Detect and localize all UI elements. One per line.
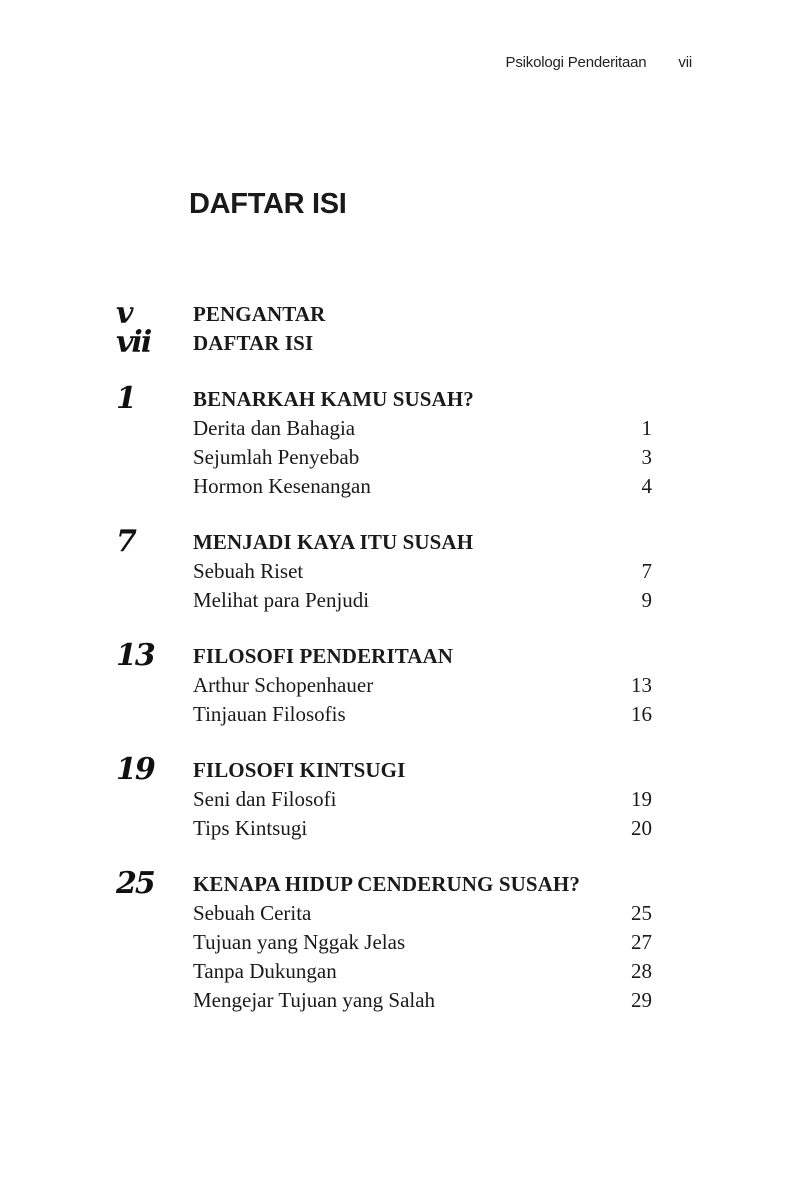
entry-label: Sebuah Riset [193, 559, 304, 583]
toc-entry[interactable] [193, 957, 652, 986]
book-title: Psikologi Penderitaan [505, 54, 647, 71]
toc-entry[interactable] [193, 557, 652, 586]
chapter-number: 7 [116, 524, 135, 559]
entry-page: 3 [641, 445, 652, 469]
entry-page: 19 [631, 787, 652, 811]
entry-label: Seni dan Filosofi [193, 787, 337, 811]
chapter-number: 1 [116, 381, 135, 416]
entry-page: 1 [641, 416, 652, 440]
entry-label: Sebuah Cerita [193, 901, 312, 925]
entry-label: Arthur Schopenhauer [193, 673, 374, 697]
section-title: PENGANTAR [193, 302, 326, 326]
toc-entry[interactable] [193, 472, 652, 501]
toc-entry[interactable] [193, 785, 652, 814]
chapter-title[interactable]: FILOSOFI PENDERITAAN [193, 644, 454, 668]
chapter-number: 13 [116, 638, 154, 673]
entry-label: Tujuan yang Nggak Jelas [193, 930, 406, 954]
entry-page: 13 [631, 673, 652, 697]
running-head [506, 54, 692, 71]
chapter-5 [116, 866, 652, 1015]
toc-entry[interactable] [193, 443, 652, 472]
toc-entry[interactable] [193, 414, 652, 443]
toc-entry[interactable] [193, 814, 652, 843]
chapter-1 [116, 381, 652, 501]
entry-page: 25 [631, 901, 652, 925]
entry-label: Melihat para Penjudi [193, 588, 370, 612]
page-number: vii [678, 54, 692, 71]
entry-label: Derita dan Bahagia [193, 416, 356, 440]
entry-page: 9 [641, 588, 652, 612]
entry-label: Tips Kintsugi [193, 816, 308, 840]
entry-page: 4 [641, 474, 652, 498]
chapter-4 [116, 752, 652, 843]
entry-label: Tinjauan Filosofis [193, 702, 346, 726]
toc-title: DAFTAR ISI [189, 188, 347, 220]
entry-label: Hormon Kesenangan [193, 474, 371, 498]
chapter-3 [116, 638, 652, 729]
entry-page: 16 [631, 702, 652, 726]
toc-entry[interactable] [193, 899, 652, 928]
toc-entry[interactable] [193, 671, 652, 700]
section-number: v [116, 296, 132, 331]
chapter-title[interactable]: KENAPA HIDUP CENDERUNG SUSAH? [193, 872, 580, 896]
chapter-2 [116, 524, 652, 615]
toc-entry[interactable] [193, 700, 652, 729]
chapter-number: 25 [116, 866, 154, 901]
entry-label: Tanpa Dukungan [193, 959, 337, 983]
table-of-contents [116, 296, 652, 1042]
toc-entry[interactable] [193, 928, 652, 957]
entry-page: 28 [631, 959, 652, 983]
entry-page: 20 [631, 816, 652, 840]
entry-page: 7 [641, 559, 652, 583]
entry-label: Mengejar Tujuan yang Salah [193, 988, 436, 1012]
chapter-title[interactable]: BENARKAH KAMU SUSAH? [193, 387, 474, 411]
front-matter-pengantar[interactable] [116, 296, 652, 331]
section-number: vii [116, 325, 151, 360]
toc-entry[interactable] [193, 986, 652, 1015]
chapter-title[interactable]: FILOSOFI KINTSUGI [193, 758, 406, 782]
section-title: DAFTAR ISI [193, 331, 314, 355]
entry-page: 29 [631, 988, 652, 1012]
chapter-title[interactable]: MENJADI KAYA ITU SUSAH [193, 530, 474, 554]
entry-page: 27 [631, 930, 652, 954]
chapter-number: 19 [116, 752, 154, 787]
entry-label: Sejumlah Penyebab [193, 445, 360, 469]
toc-entry[interactable] [193, 586, 652, 615]
front-matter-daftar-isi[interactable] [116, 325, 652, 360]
